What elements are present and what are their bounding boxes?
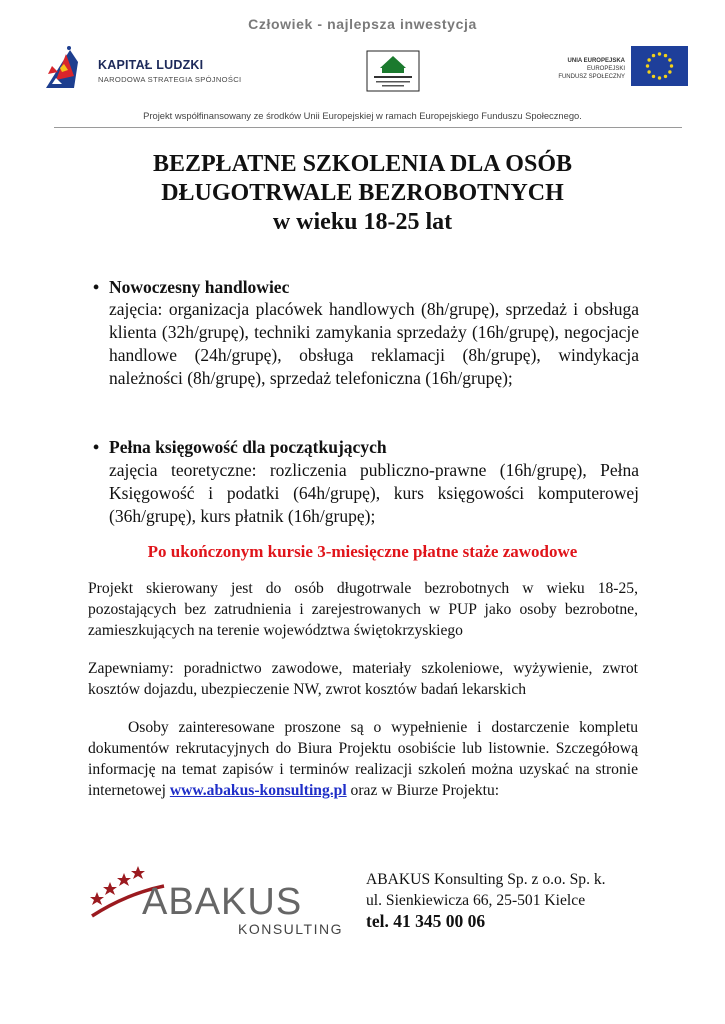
target-paragraph: Projekt skierowany jest do osób długotrwale bezrobotnych w wieku 18-25, pozostających bez zatrudnienia i zarejestrowanych w PUP jako osoby bezrobotne, zamieszkujących na terenie województwa świętokrzyskiego	[88, 580, 638, 639]
eu-star-icon	[658, 52, 661, 55]
course-2-name	[93, 436, 387, 459]
eu-star-icon	[646, 64, 649, 67]
abakus-logo	[86, 856, 352, 940]
kapital-ludzki-title: KAPITAŁ LUDZKI	[98, 58, 204, 72]
eu-star-icon	[664, 54, 667, 57]
page-title	[60, 150, 665, 237]
wup-logo-icon	[366, 50, 420, 92]
bullet-icon: •	[93, 277, 100, 297]
eu-label	[520, 57, 625, 81]
eu-star-icon	[664, 75, 667, 78]
bullet-icon: •	[93, 437, 100, 457]
course-1-description: zajęcia: organizacja placówek handlowych (8h/grupę), sprzedaż i obsługa klienta (32h/grupę), techniki zamykania sprzedaży (16h/grupę), negocjacje handlowe (24h/grupę), obsługa reklamacji (8h/grupę), windykacja należności (8h/grupę), sprzedaż telefoniczna (16h/grupę);	[109, 299, 639, 388]
kapital-ludzki-subtitle: NARODOWA STRATEGIA SPÓJNOŚCI	[98, 75, 242, 84]
eu-label-line1: UNIA EUROPEJSKA	[567, 58, 625, 64]
abakus-stars-icon	[90, 866, 145, 905]
course-1-name-text: Nowoczesny handlowiec	[109, 277, 290, 297]
title-line-3: w wieku 18-25 lat	[272, 209, 453, 235]
eu-star-icon	[668, 70, 671, 73]
slogan: Człowiek - najlepsza inwestycja	[248, 16, 477, 32]
title-line-2: DŁUGOTRWALE BEZROBOTNYCH	[161, 180, 564, 206]
abakus-logo-name: ABAKUS	[142, 881, 303, 923]
website-link[interactable]: www.abakus-konsulting.pl	[169, 782, 347, 799]
abakus-logo-sub: KONSULTING	[238, 921, 343, 937]
header-divider	[54, 127, 682, 128]
eu-star-icon	[652, 54, 655, 57]
company-address: ul. Sienkiewicza 66, 25-501 Kielce	[366, 892, 586, 909]
contact-paragraph	[88, 717, 638, 801]
eu-star-icon	[658, 76, 661, 79]
internship-highlight: Po ukończonym kursie 3-miesięczne płatne staże zawodowe	[147, 542, 578, 561]
course-2-name-text: Pełna księgowość dla początkujących	[109, 437, 387, 457]
course-2-description: zajęcia teoretyczne: rozliczenia publiczno-prawne (16h/grupę), Pełna Księgowość i podatki (64h/grupę), kurs księgowości komputerowej (36h/grupę), kurs płatnik (16h/grupę);	[109, 460, 639, 526]
contact-text-after: oraz w Biurze Projektu:	[346, 782, 500, 799]
eu-star-icon	[647, 70, 650, 73]
company-info	[366, 869, 606, 911]
eu-label-line2: EUROPEJSKI	[586, 66, 625, 72]
provide-paragraph: Zapewniamy: poradnictwo zawodowe, materiały szkoleniowe, wyżywienie, zwrot kosztów dojazdu, ubezpieczenie NW, zwrot kosztów badań lekarskich	[88, 660, 638, 698]
contact-text-before: Osoby zainteresowane proszone są o wypełnienie i dostarczenie kompletu dokumentów rekrutacyjnych do Biura Projektu osobiście lub listownie. Szczegółową informację na temat zapisów i terminów realizacji szkoleń można uzyskać na stronie internetowej	[88, 719, 638, 799]
eu-star-icon	[647, 58, 650, 61]
company-phone: tel. 41 345 00 06	[366, 911, 486, 931]
eu-label-line3: FUNDUSZ SPOŁECZNY	[558, 74, 625, 80]
eu-flag-icon	[631, 46, 688, 86]
eu-star-icon	[668, 58, 671, 61]
title-line-1: BEZPŁATNE SZKOLENIA DLA OSÓB	[152, 151, 572, 177]
eu-star-icon	[670, 64, 673, 67]
course-1-name	[93, 276, 290, 299]
company-name: ABAKUS Konsulting Sp. z o.o. Sp. k.	[366, 871, 606, 888]
kapital-ludzki-logo-icon	[44, 44, 104, 90]
eu-star-icon	[652, 75, 655, 78]
cofinancing-note: Projekt współfinansowany ze środków Unii Europejskiej w ramach Europejskiego Funduszu Społecznego.	[143, 110, 582, 121]
